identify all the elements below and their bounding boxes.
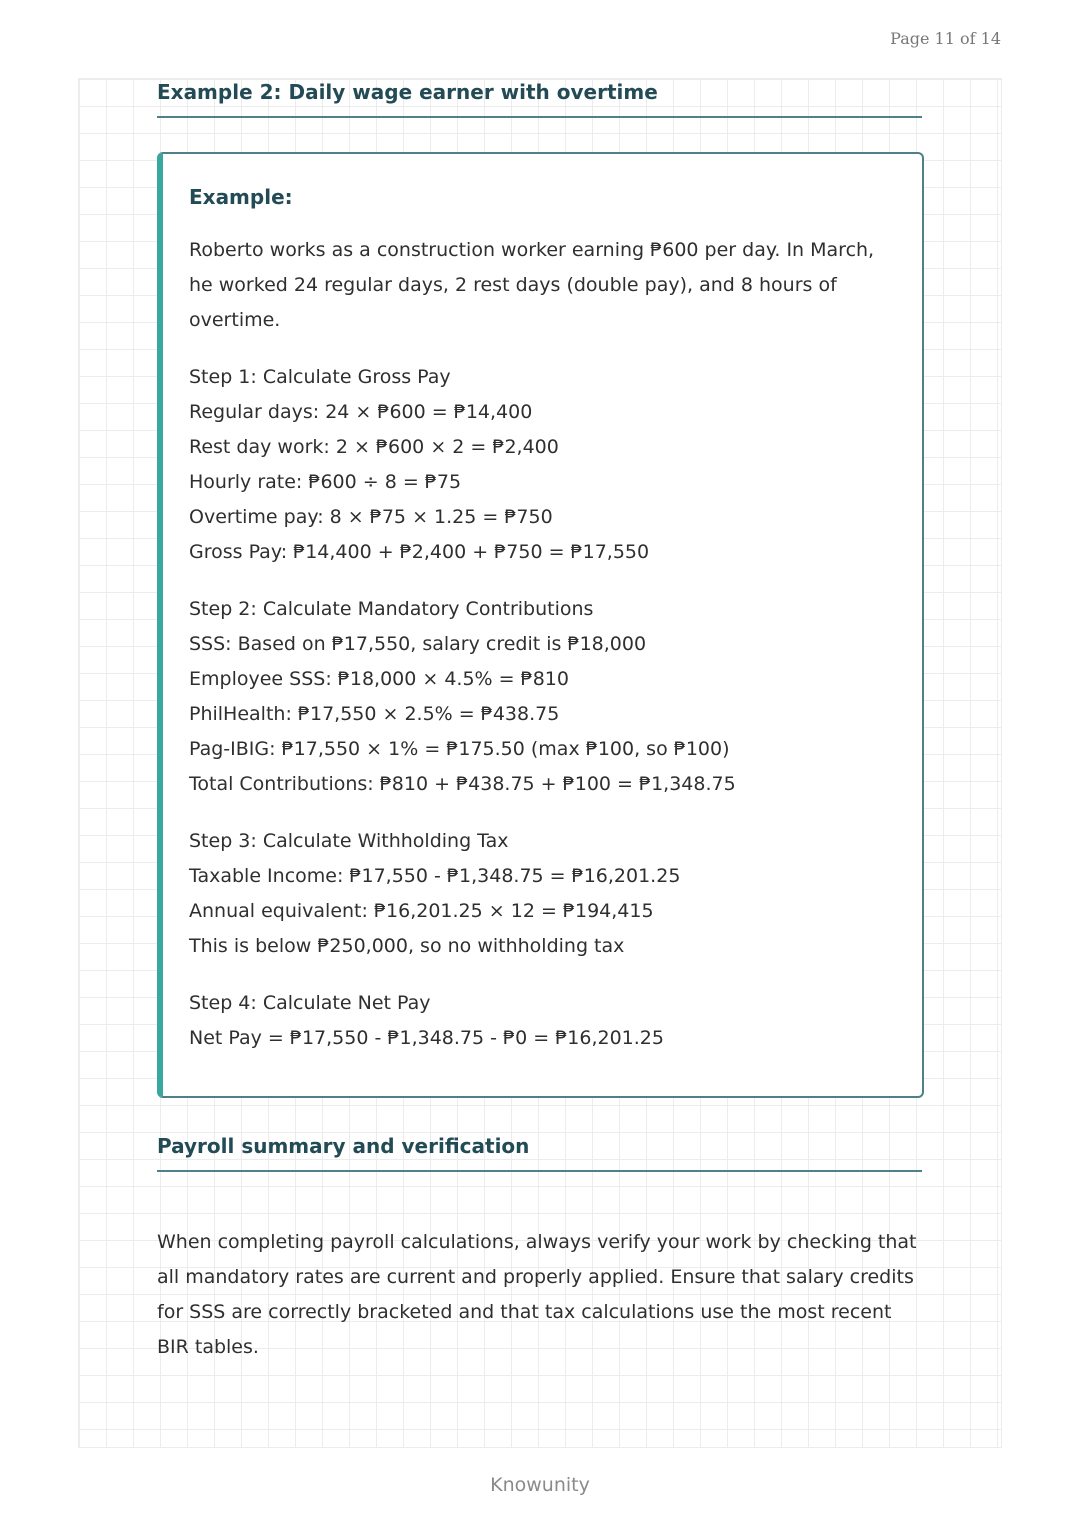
section-title-payroll-summary: Payroll summary and verification [157, 1134, 922, 1172]
example-label: Example: [189, 185, 293, 209]
section-title-example-2: Example 2: Daily wage earner with overtime [157, 80, 922, 118]
step-line: Annual equivalent: ₱16,201.25 × 12 = ₱194,415 [189, 900, 654, 922]
step-heading: Step 3: Calculate Withholding Tax [189, 830, 509, 852]
page-number: Page 11 of 14 [890, 29, 1001, 48]
footer-brand: Knowunity [490, 1474, 590, 1496]
step-3 [189, 824, 889, 964]
example-content [189, 180, 889, 1078]
summary-paragraph: When completing payroll calculations, always verify your work by checking that all mandatory rates are current and properly applied. Ensure that salary credits for SSS are correctly bracketed and that tax calculations use the most recent BIR tables. [157, 1231, 917, 1358]
step-line: Hourly rate: ₱600 ÷ 8 = ₱75 [189, 471, 462, 493]
step-1 [189, 360, 889, 570]
step-line: SSS: Based on ₱17,550, salary credit is ₱18,000 [189, 633, 647, 655]
step-line: Employee SSS: ₱18,000 × 4.5% = ₱810 [189, 668, 569, 690]
step-heading: Step 2: Calculate Mandatory Contributions [189, 598, 594, 620]
step-line: Total Contributions: ₱810 + ₱438.75 + ₱100 = ₱1,348.75 [189, 773, 736, 795]
example-box [157, 152, 924, 1098]
step-line: This is below ₱250,000, so no withholding tax [189, 935, 625, 957]
step-line: Overtime pay: 8 × ₱75 × 1.25 = ₱750 [189, 506, 553, 528]
example-intro: Roberto works as a construction worker earning ₱600 per day. In March, he worked 24 regular days, 2 rest days (double pay), and 8 hours of overtime. [189, 239, 875, 331]
step-heading: Step 1: Calculate Gross Pay [189, 366, 451, 388]
step-line: Net Pay = ₱17,550 - ₱1,348.75 - ₱0 = ₱16,201.25 [189, 1027, 664, 1049]
step-heading: Step 4: Calculate Net Pay [189, 992, 431, 1014]
step-2 [189, 592, 889, 802]
step-line: Regular days: 24 × ₱600 = ₱14,400 [189, 401, 533, 423]
step-line: PhilHealth: ₱17,550 × 2.5% = ₱438.75 [189, 703, 560, 725]
step-line: Rest day work: 2 × ₱600 × 2 = ₱2,400 [189, 436, 559, 458]
step-line: Gross Pay: ₱14,400 + ₱2,400 + ₱750 = ₱17,550 [189, 541, 650, 563]
step-line: Taxable Income: ₱17,550 - ₱1,348.75 = ₱16,201.25 [189, 865, 681, 887]
step-line: Pag-IBIG: ₱17,550 × 1% = ₱175.50 (max ₱100, so ₱100) [189, 738, 730, 760]
step-4 [189, 986, 889, 1056]
